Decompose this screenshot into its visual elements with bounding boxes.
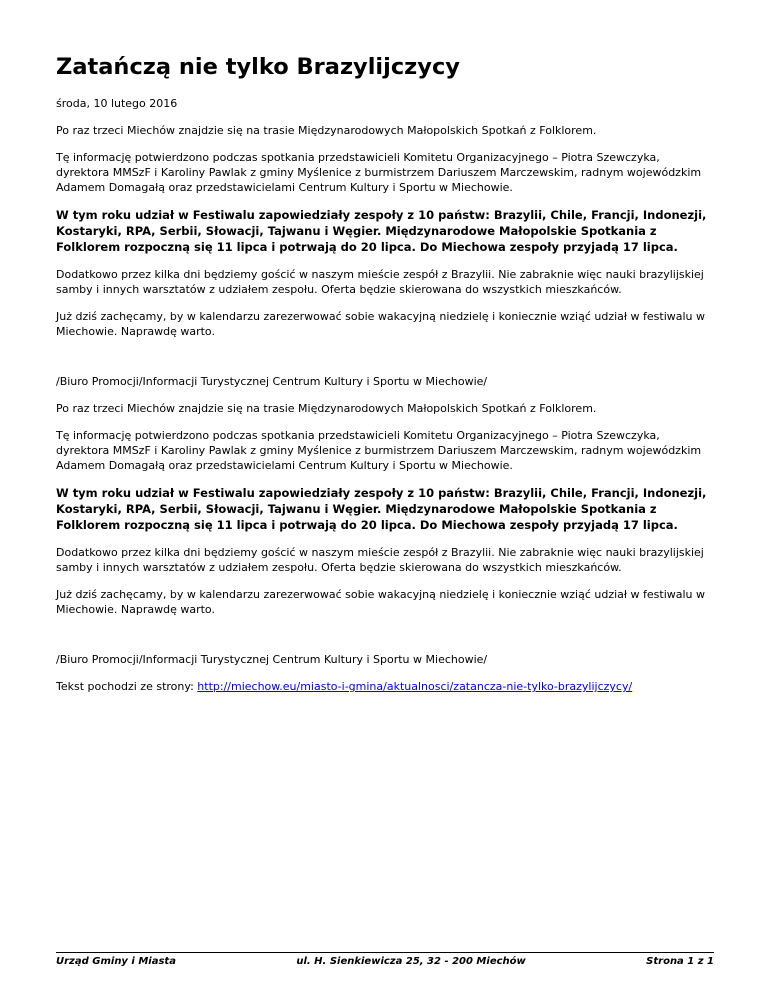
paragraph-4-repeat: Dodatkowo przez kilka dni będziemy gościć w naszym mieście zespół z Brazylii. Nie zabraknie więc nauki brazylijskiej samby i innych warsztatów z udziałem zespołu. Oferta będzie skierowana do wszystkich mieszkańców. bbox=[56, 546, 704, 574]
article-body bbox=[56, 96, 714, 706]
paragraph-2-repeat: Tę informację potwierdzono podczas spotkania przedstawicieli Komitetu Organizacyjnego – Piotra Szewczyka, dyrektora MMSzF i Karoliny Pawlak z gminy Myślenice z burmistrzem Dariuszem Marczewskim, radnym wojewódzkim Adamem Domagałą oraz przedstawicielami Centrum Kultury i Sportu w Miechowie. bbox=[56, 429, 702, 472]
spacer bbox=[56, 351, 714, 374]
paragraph-3-bold-repeat: W tym roku udział w Festiwalu zapowiedziały zespoły z 10 państw: Brazylii, Chile, Francji, Indonezji, Kostaryki, RPA, Serbii, Słowacji, Tajwanu i Węgier. Międzynarodowe Małopolskie Spotkania z Folklorem rozpoczną się 11 lipca i potrwają do 20 lipca. Do Miechowa zespoły przyjadą 17 lipca. bbox=[56, 486, 707, 532]
page-footer bbox=[56, 952, 714, 967]
paragraph-5-repeat: Już dziś zachęcamy, by w kalendarzu zarezerwować sobie wakacyjną niedzielę i koniecznie wziąć udział w festiwalu w Miechowie. Naprawdę warto. bbox=[56, 588, 706, 616]
paragraph-5: Już dziś zachęcamy, by w kalendarzu zarezerwować sobie wakacyjną niedzielę i koniecznie wziąć udział w festiwalu w Miechowie. Naprawdę warto. bbox=[56, 310, 706, 338]
article-title: Zatańczą nie tylko Brazylijczycy bbox=[56, 54, 460, 80]
spacer bbox=[56, 629, 714, 652]
article-date: środa, 10 lutego 2016 bbox=[56, 97, 178, 110]
signature-repeat: /Biuro Promocji/Informacji Turystycznej Centrum Kultury i Sportu w Miechowie/ bbox=[56, 653, 488, 666]
signature: /Biuro Promocji/Informacji Turystycznej Centrum Kultury i Sportu w Miechowie/ bbox=[56, 375, 488, 388]
footer-office: Urząd Gminy i Miasta bbox=[56, 956, 176, 967]
paragraph-2: Tę informację potwierdzono podczas spotkania przedstawicieli Komitetu Organizacyjnego – Piotra Szewczyka, dyrektora MMSzF i Karoliny Pawlak z gminy Myślenice z burmistrzem Dariuszem Marczewskim, radnym wojewódzkim Adamem Domagałą oraz przedstawicielami Centrum Kultury i Sportu w Miechowie. bbox=[56, 151, 702, 194]
paragraph-4: Dodatkowo przez kilka dni będziemy gościć w naszym mieście zespół z Brazylii. Nie zabraknie więc nauki brazylijskiej samby i innych warsztatów z udziałem zespołu. Oferta będzie skierowana do wszystkich mieszkańców. bbox=[56, 268, 704, 296]
source-prefix: Tekst pochodzi ze strony: bbox=[56, 680, 198, 693]
paragraph-1: Po raz trzeci Miechów znajdzie się na trasie Międzynarodowych Małopolskich Spotkań z Folklorem. bbox=[56, 124, 597, 137]
paragraph-1-repeat: Po raz trzeci Miechów znajdzie się na trasie Międzynarodowych Małopolskich Spotkań z Folklorem. bbox=[56, 402, 597, 415]
footer-address: ul. H. Sienkiewicza 25, 32 - 200 Miechów bbox=[296, 956, 526, 967]
source-link[interactable]: http://miechow.eu/miasto-i-gmina/aktualnosci/zatancza-nie-tylko-brazylijczycy/ bbox=[197, 680, 633, 693]
paragraph-3-bold: W tym roku udział w Festiwalu zapowiedziały zespoły z 10 państw: Brazylii, Chile, Francji, Indonezji, Kostaryki, RPA, Serbii, Słowacji, Tajwanu i Węgier. Międzynarodowe Małopolskie Spotkania z Folklorem rozpoczną się 11 lipca i potrwają do 20 lipca. Do Miechowa zespoły przyjadą 17 lipca. bbox=[56, 208, 707, 254]
source-line bbox=[56, 679, 714, 694]
footer-page-number: Strona 1 z 1 bbox=[646, 956, 714, 967]
